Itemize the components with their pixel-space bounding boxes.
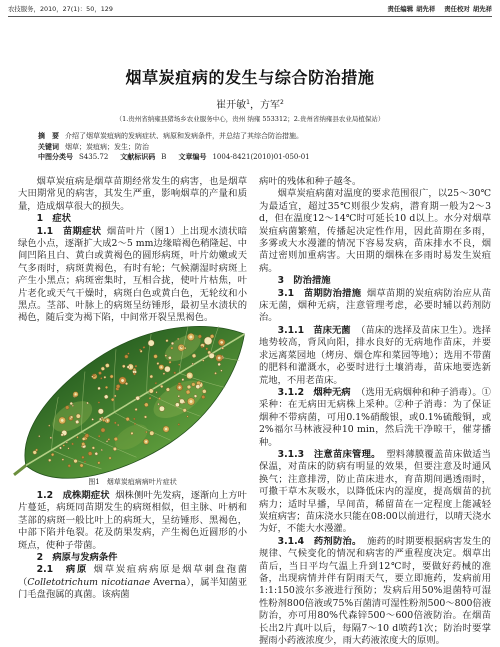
abstract-text: 介绍了烟草炭疽病的发病症状、病原和发病条件，并总结了其综合防治措施。 <box>65 132 303 140</box>
figure-1 <box>18 331 247 471</box>
right-column <box>259 176 491 647</box>
section-3-1-4 <box>259 536 491 647</box>
continuation-paragraph: 病叶的残体和种子越冬。 <box>259 176 362 187</box>
section-2-1-text-cont: Averna），属半知菌亚门毛盘孢属的真菌。该病菌 <box>18 576 247 601</box>
section-1-2-text: 烟株侧叶先发病，逐渐向上方叶片蔓延，病斑同苗期发生的病斑相似，但主脉、叶柄和茎部的病斑一般比叶上的病斑大，呈纺锤形、黑褐色，中部下陷并龟裂。花及荫果发病，产生褐色近圆形的小斑点，使种子带菌。 <box>18 489 247 551</box>
section-2-1-label: 2.1 病原 <box>36 564 89 576</box>
editor-credits <box>385 4 492 15</box>
author-name: 崔开敏 <box>216 100 247 111</box>
section-3-1-label: 3.1 苗期防治措施 <box>277 287 362 299</box>
section-3-1-2 <box>259 387 491 449</box>
abstract-line <box>38 131 478 142</box>
section-1-2 <box>18 490 247 552</box>
section-3-1-1-text: （苗床的选择及苗床卫生）。选择地势较高，背风向阳，排水良好的无病地作苗床，并要求远离菜园地（烤房、烟仓库和菜园等地）；选用不带菌的肥料和灌溉水，必要时进行土壤消毒，苗床地要选新荒地，不用老苗床。 <box>259 324 491 386</box>
keywords-text: 烟草；炭疽病；发生；防治 <box>65 142 149 151</box>
left-column <box>18 176 247 601</box>
editor-name: 胡先祥 <box>416 5 436 13</box>
paper-title: 烟草炭疽病的发生与综合防治措施 <box>125 68 375 87</box>
section-3-1-4-label: 3.1.4 药剂防治。 <box>277 535 362 547</box>
author-affiliations: （1.贵州省纳雍县猪场乡农业服务中心，贵州 纳雍 553312；2.贵州省纳雍县农业局植保站） <box>115 115 385 123</box>
article-number-value: 1004-8421(2010)01-050-01 <box>212 153 310 161</box>
section-3-1-1 <box>259 325 491 387</box>
section-2-1-text: 烟草炭疽病病原是烟草刺盘孢菌（ <box>18 564 247 588</box>
doc-code-value: B <box>161 153 167 161</box>
section-2-heading: 2 病原与发病条件 <box>36 551 118 563</box>
section-1-1 <box>18 226 247 325</box>
section-1-2-label: 1.2 成株期症状 <box>36 489 110 501</box>
keywords-line <box>38 142 478 153</box>
abstract-label: 摘 要 <box>38 132 59 140</box>
section-3-1-text: 烟草苗期的炭疽病防治应从苗床无菌，烟种无病，注意管理考虑，必要时辅以药剂防治。 <box>259 287 491 324</box>
keywords-label: 关键词 <box>38 142 59 151</box>
section-3-1-3-label: 3.1.3 注意苗床管理。 <box>277 448 381 460</box>
author-affiliation-mark: 1 <box>246 99 250 106</box>
section-3-heading: 3 防治措施 <box>277 275 331 287</box>
section-3-1-3 <box>259 449 491 536</box>
header-rule <box>8 16 492 17</box>
pathogen-species-name: Colletotrichum nicotianae <box>27 576 151 588</box>
section-1-1-text: 烟苗叶片（图1）上出现水渍状暗绿色小点，逐渐扩大成2～5 mm边缘暗褐色稍隆起、中间凹陷且白、黄白或黄褐色的圆形病斑，叶片幼嫩或天气多雨时，病斑黄褐色，有时有轮；气候潮湿时病斑上产生小黑点；病斑密集时，互相合拢，使叶片枯焦，叶片老化或天气干燥时，病斑白色或黄白色，无轮纹和小黑点。茎部、叶脉上的病斑呈纺锤形，最初呈水渍状的褐色，随后变为褐下陷，中间常开裂呈黑褐色。 <box>18 225 247 324</box>
author-affiliation-mark: 2 <box>280 99 284 106</box>
section-3-1-2-label: 3.1.2 烟种无病 <box>277 386 351 398</box>
editor-label: 责任编辑 <box>387 5 414 13</box>
section-3-1-2-text: （选用无病烟种和种子消毒）。①采种：在无病田无病株上采种。②种子消毒：为了保证烟种不带病菌，可用0.1%硝酸银，或0.1%硫酸铜，或2%福尔马林液浸种10 min，然后洗干净晾干，催芽播种。 <box>259 386 491 448</box>
section-1-heading: 1 症状 <box>36 213 71 225</box>
section-2-1 <box>18 564 247 601</box>
classification-line <box>38 152 478 163</box>
clc-label: 中图分类号 <box>38 153 73 161</box>
figure-1-caption: 图1 烟草炭疽病病叶片症状 <box>88 477 177 486</box>
conditions-paragraph: 烟草炭疽病菌对温度的要求范围很广，以25～30℃为最适宜，超过35℃则很少发病，潜育期一般为2～3 d，但在温度12～14℃时可延长10 d以上。水分对烟草炭疽病菌繁殖，传播起决定性作用，因此苗期在多雨，多雾或大水漫灌的情况下容易发病，苗床排水不良，烟苗过密则加重病害。大田期的烟株在多雨时易发生炭疽病。 <box>259 188 491 274</box>
section-3-1-4-text: 施药的时期要根据病害发生的规律、气候变化的情况和病害的严重程度决定。烟草出苗后，当日平均气温上升到12℃时，要做好药械的准备，出现病情并伴有阴雨天气，要立即施药，发病前用1:1:150波尔多液进行预防；发病后用50%退菌特可湿性粉剂800倍液或75%百菌清可湿性粉剂500～800倍液防治，亦可用80%代森锌500～600倍液防治。在烟苗长出2片真叶以后，每隔7～10 d喷药1次；防治时要掌握雨小药液浓度少，雨大药液浓度大的原则。 <box>259 535 491 647</box>
intro-paragraph: 烟草炭疽病是烟草苗期经常发生的病害，也是烟草大田期常见的病害，其发生严重，影响烟草的产量和质量，造成烟草很大的损失。 <box>18 176 247 212</box>
author-separator: ， <box>250 100 260 111</box>
doc-code-label: 文献标识码 <box>120 153 156 161</box>
journal-citation: 农技服务，2010，27(1)：50，129 <box>8 5 113 13</box>
proofreader-label: 责任校对 <box>444 5 470 13</box>
section-3-1 <box>259 288 491 325</box>
section-3-1-3-text: 塑料薄膜覆盖苗床做适当保温，对苗床的防病有明显的效果，但要注意及时通风换气；注意排涝，防止苗床进水，育苗期间遇透雨时，可撒干草木灰吸水，以降低床内的湿度，提高烟苗的抗病力；适时早播，早间苗，稀留苗在一定程度上能减轻炭疽病害；苗床浇水只能在08:00以前进行，以晴天浇水为好，不能大水漫灌。 <box>259 448 491 535</box>
section-3-1-1-label: 3.1.1 苗床无菌 <box>277 324 351 336</box>
figure-leaf-photo <box>20 331 246 471</box>
clc-value: S435.72 <box>79 153 109 161</box>
article-number-label: 文章编号 <box>178 153 207 161</box>
proofreader-name: 胡先祥 <box>472 5 492 13</box>
running-header <box>8 4 492 15</box>
author-name: 方军 <box>260 100 280 111</box>
author-list <box>0 99 500 113</box>
front-matter <box>38 131 478 163</box>
section-1-1-label: 1.1 苗期症状 <box>36 225 102 237</box>
